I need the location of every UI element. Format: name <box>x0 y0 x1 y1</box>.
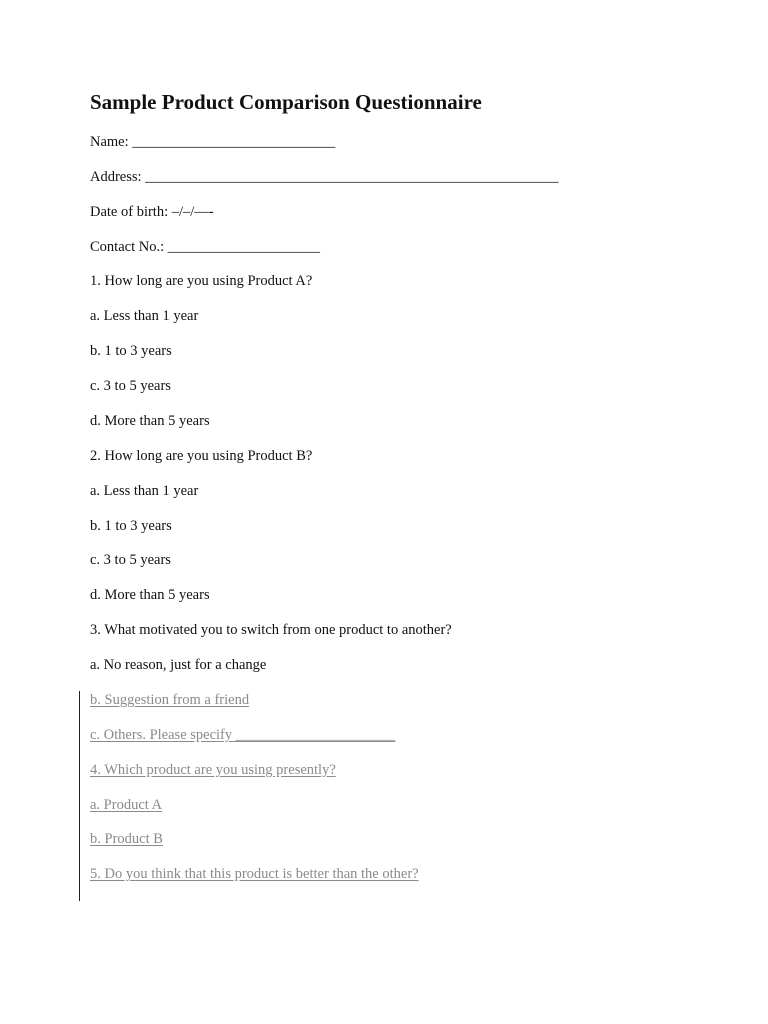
q2-option-d: d. More than 5 years <box>90 587 210 603</box>
question-2: 2. How long are you using Product B? <box>90 448 313 464</box>
q2-option-c: c. 3 to 5 years <box>90 552 171 568</box>
q3-option-b: b. Suggestion from a friend <box>90 692 250 708</box>
name-field: Name: ____________________________ <box>90 134 336 150</box>
q4-option-b: b. Product B <box>90 831 163 847</box>
q2-option-a: a. Less than 1 year <box>90 483 199 499</box>
question-5: 5. Do you think that this product is better than the other? <box>90 866 419 882</box>
q1-option-d: d. More than 5 years <box>90 413 210 429</box>
question-3: 3. What motivated you to switch from one product to another? <box>90 622 452 638</box>
address-field: Address: _________________________________________________________ <box>90 169 559 185</box>
q3-option-a: a. No reason, just for a change <box>90 657 267 673</box>
question-4: 4. Which product are you using presently? <box>90 762 336 778</box>
q1-option-b: b. 1 to 3 years <box>90 343 172 359</box>
dob-field: Date of birth: –/–/—- <box>90 204 214 220</box>
page-title: Sample Product Comparison Questionnaire <box>90 90 482 114</box>
q4-option-a: a. Product A <box>90 797 163 813</box>
contact-field: Contact No.: _____________________ <box>90 239 320 255</box>
q3-option-c: c. Others. Please specify ______________________ <box>90 727 396 743</box>
revision-change-bar <box>79 691 80 901</box>
q2-option-b: b. 1 to 3 years <box>90 518 172 534</box>
q1-option-c: c. 3 to 5 years <box>90 378 171 394</box>
q1-option-a: a. Less than 1 year <box>90 308 199 324</box>
question-1: 1. How long are you using Product A? <box>90 273 313 289</box>
